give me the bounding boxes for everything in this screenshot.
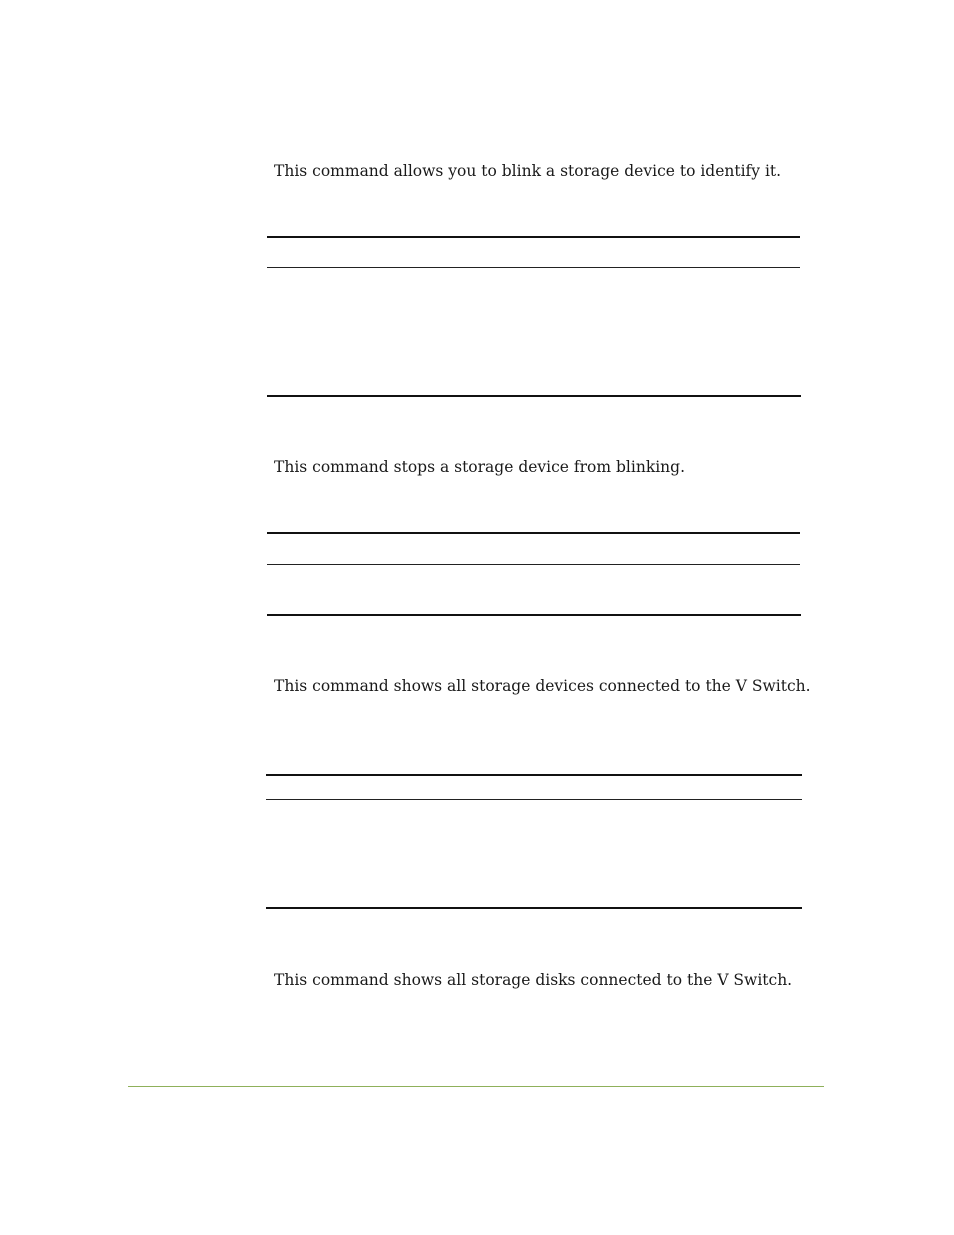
table-header-rule xyxy=(266,799,802,800)
table-top-rule xyxy=(267,236,800,238)
section-3-description: This command shows all storage devices connected to the V Switch. xyxy=(274,677,811,695)
table-top-rule xyxy=(267,532,800,534)
table-header-rule xyxy=(267,564,800,565)
table-header-rule xyxy=(267,267,800,268)
section-2-description: This command stops a storage device from blinking. xyxy=(274,458,686,476)
table-bottom-rule xyxy=(267,395,801,397)
table-bottom-rule xyxy=(267,614,801,616)
section-4-description: This command shows all storage disks connected to the V Switch. xyxy=(274,971,793,989)
table-bottom-rule xyxy=(266,907,802,909)
section-1-description: This command allows you to blink a storage device to identify it. xyxy=(274,162,782,180)
table-top-rule xyxy=(266,774,802,776)
footer-rule xyxy=(128,1086,824,1087)
